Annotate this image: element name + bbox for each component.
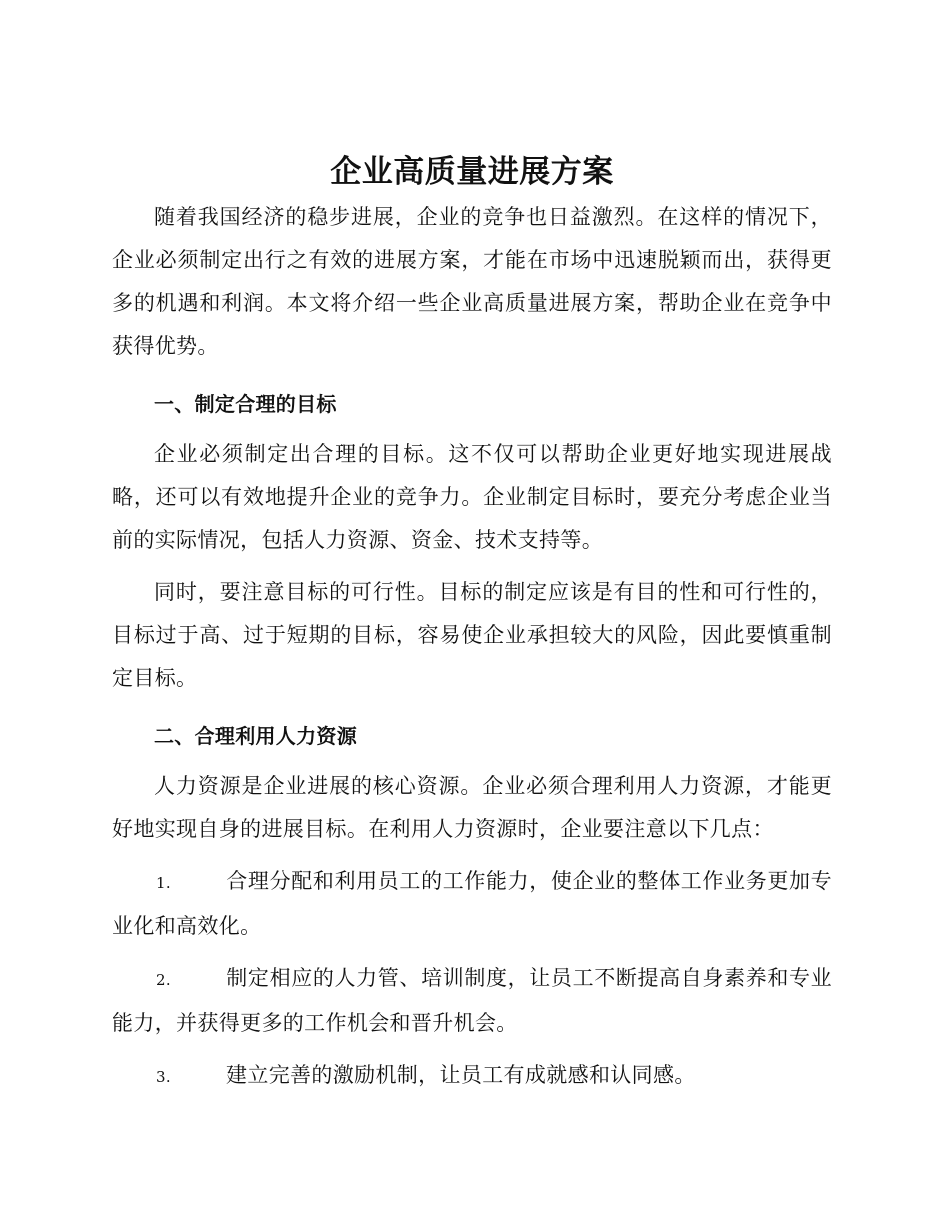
list-item <box>112 1054 832 1099</box>
list-item-text: 制定相应的人力管、培训制度，让员工不断提高自身素养和专业能力，并获得更多的工作机会和晋升机会。 <box>112 966 832 1035</box>
goals-paragraph-2: 同时，要注意目标的可行性。目标的制定应该是有目的性和可行性的，目标过于高、过于短期的目标，容易使企业承担较大的风险，因此要慎重制定目标。 <box>112 580 832 690</box>
list-item <box>112 860 832 948</box>
human-resources-paragraph-1: 人力资源是企业进展的核心资源。企业必须合理利用人力资源，才能更好地实现自身的进展目标。在利用人力资源时，企业要注意以下几点： <box>112 774 832 841</box>
section-heading-goals: 一、制定合理的目标 <box>154 392 337 416</box>
list-item-number: 2. <box>156 971 172 989</box>
intro-paragraph: 随着我国经济的稳步进展，企业的竞争也日益激烈。在这样的情况下，企业必须制定出行之有效的进展方案，才能在市场中迅速脱颖而出，获得更多的机遇和利润。本文将介绍一些企业高质量进展方案，帮助企业在竞争中获得优势。 <box>112 205 832 358</box>
list-item-number: 3. <box>156 1068 172 1086</box>
human-resources-list <box>112 860 832 1099</box>
list-item-text: 建立完善的激励机制，让员工有成就感和认同感。 <box>226 1063 696 1087</box>
list-item-text: 合理分配和利用员工的工作能力，使企业的整体工作业务更加专业化和高效化。 <box>112 869 832 938</box>
section-heading-human-resources: 二、合理利用人力资源 <box>154 724 357 748</box>
list-item-number: 1. <box>156 874 172 892</box>
document-page <box>112 148 832 1108</box>
goals-paragraph-1: 企业必须制定出合理的目标。这不仅可以帮助企业更好地实现进展战略，还可以有效地提升企业的竞争力。企业制定目标时，要充分考虑企业当前的实际情况，包括人力资源、资金、技术支持等。 <box>112 442 832 552</box>
list-item <box>112 957 832 1045</box>
document-title: 企业高质量进展方案 <box>330 154 614 190</box>
